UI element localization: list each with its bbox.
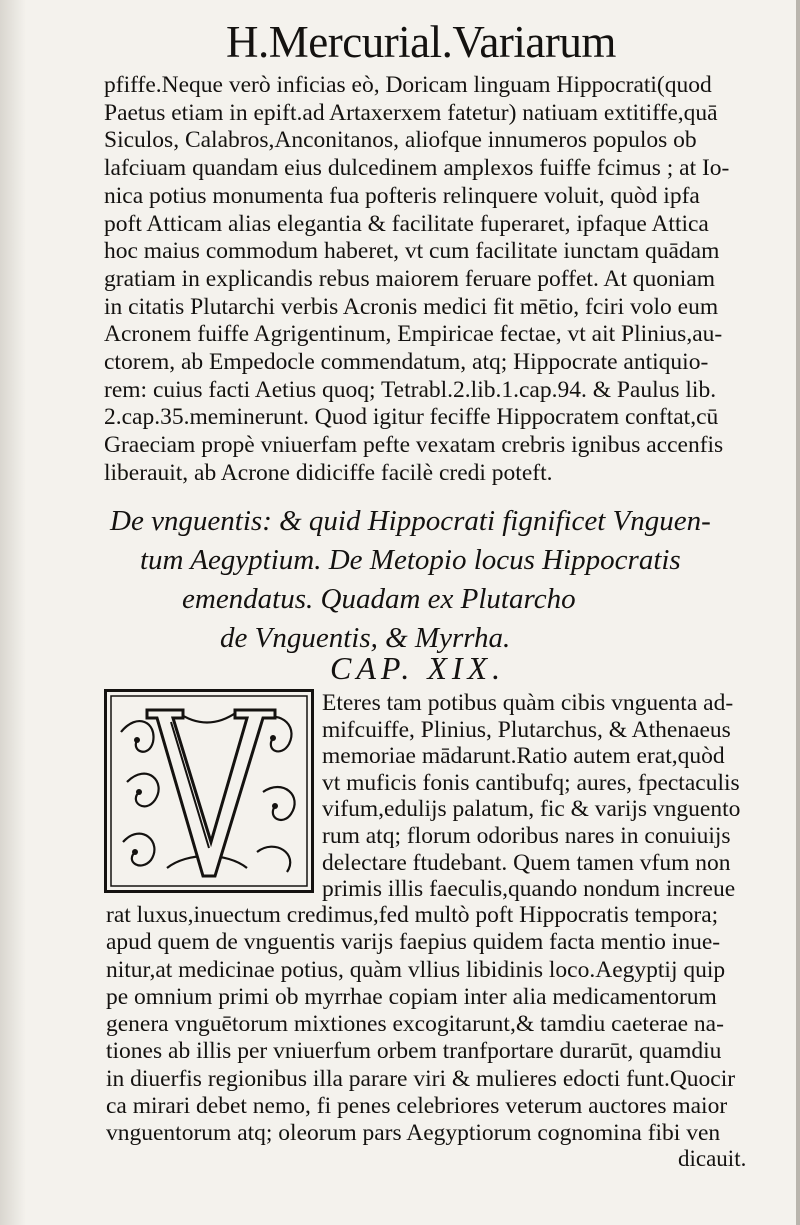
text-line: poft Atticam alias elegantia & facilitate fuperaret, ipfaque Attica [104,210,709,237]
text-line: Eteres tam potibus quàm cibis vnguenta ad- [322,690,734,716]
page-edge [796,0,800,1225]
text-line: tiones ab illis per vniuerfum orbem tranfportare durarūt, quamdiu [106,1038,722,1065]
text-line: Siculos, Calabros,Anconitanos, aliofque innumeros populos ob [104,127,697,154]
heading-line: emendatus. Quadam ex Plutarcho [182,583,576,615]
heading-line: De vnguentis: & quid Hippocrati fignificet Vnguen- [110,505,711,537]
gutter-shadow [0,0,26,1225]
chapter-label: CAP. XIX. [330,650,506,686]
text-line: primis illis faeculis,quando nondum increue [322,876,736,903]
text-line: delectare ftudebant. Quem tamen vfum non [322,849,731,876]
text-line: vifum,edulijs palatum, fic & varijs vnguento [322,796,741,823]
text-line: Acronem fuiffe Agrigentinum, Empiricae fectae, vt ait Plinius,au- [104,321,723,348]
text-line: genera vnguētorum mixtiones excogitarunt,& tamdiu caeterae na- [106,1011,724,1038]
decorated-initial [104,689,314,893]
text-line: pe omnium primi ob myrrhae copiam inter alia medicamentorum [106,983,717,1010]
text-line: gratiam in explicandis rebus maiorem feruare poffet. At quoniam [104,265,716,292]
text-line: pfiffe.Neque verò inficias eò, Doricam linguam Hippocrati(quod [104,72,712,98]
text-line: mifcuiffe, Plinius, Plutarchus, & Athenaeus [322,716,731,743]
text-line: Graeciam propè vniuerfam pefte vexatam crebris ignibus accenfis [104,432,724,459]
text-line: ca mirari debet nemo, fi penes celebriores veterum auctores maior [106,1093,728,1120]
text-line: liberauit, ab Acrone didiciffe facilè credi poteft. [104,459,553,486]
heading-line: tum Aegyptium. De Metopio locus Hippocratis [140,544,681,576]
paragraph-2 [106,902,786,1148]
text-line: 2.cap.35.meminerunt. Quod igitur feciffe Hippocratem conftat,cū [104,404,719,431]
text-line: vnguentorum atq; oleorum pars Aegyptiorum cognomina fibi ven [106,1120,721,1147]
text-line: nica potius monumenta fua pofteris relinquere voluit, quòd ipfa [104,182,700,209]
text-line: apud quem de vnguentis varijs faepius quidem facta mentio inue- [106,929,721,956]
text-line: rat luxus,inuectum credimus,fed multò poft Hippocratis tempora; [106,902,719,928]
text-line: rum atq; florum odoribus nares in conuiuijs [322,822,731,849]
dropcap-paragraph [322,690,784,903]
text-line: nitur,at medicinae potius, quàm vllius libidinis loco.Aegyptij quip [106,956,726,983]
text-line: Paetus etiam in epift.ad Artaxerxem fatetur) natiuam extitiffe,quā [104,99,718,126]
section-heading [110,502,780,658]
catchword: dicauit. [678,1146,747,1171]
ornament-initial-icon [107,692,311,890]
heading-line: de Vnguentis, & Myrrha. [220,622,511,654]
text-line: hoc maius commodum haberet, vt cum facilitate iunctam quādam [104,238,720,265]
text-line: lafciuam quandam eius dulcedinem amplexos fuiffe fcimus ; at Io- [104,155,730,182]
text-line: vt muficis fonis cantibufq; aures, fpectaculis [322,769,740,796]
text-line: rem: cuius facti Aetius quoq; Tetrabl.2.lib.1.cap.94. & Paulus lib. [104,376,717,403]
running-head: H.Mercurial.Variarum [226,17,616,67]
text-line: in citatis Plutarchi verbis Acronis medici fit mētio, fciri volo eum [104,293,719,320]
text-line: in diuerfis regionibus illa parare viri & mulieres edocti funt.Quocir [106,1065,736,1092]
paragraph-1 [104,72,784,488]
text-line: memoriae mādarunt.Ratio autem erat,quòd [322,743,725,770]
text-line: ctorem, ab Empedocle commendatum, atq; Hippocrate antiquio- [104,349,709,376]
